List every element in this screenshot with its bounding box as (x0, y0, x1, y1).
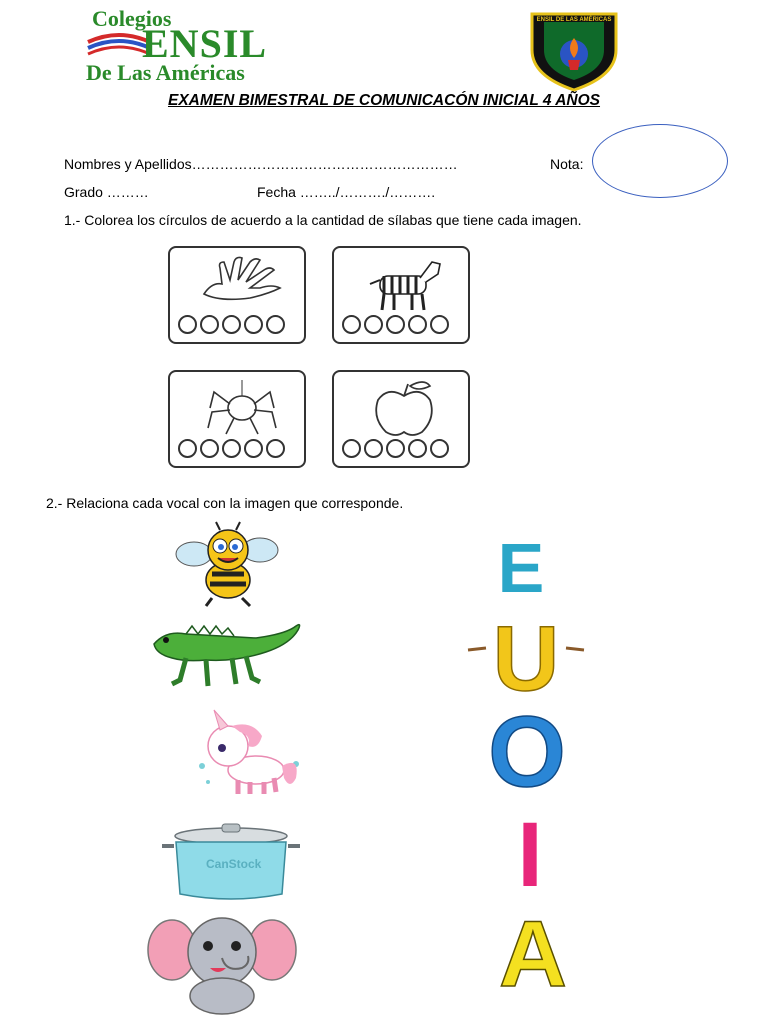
syllable-circle[interactable] (178, 439, 197, 458)
spider-icon (190, 378, 290, 438)
letter-a-icon[interactable] (490, 910, 576, 990)
grado-field-label: Grado ……… (64, 184, 149, 200)
letter-u-icon[interactable] (464, 610, 588, 694)
syllable-circle[interactable] (430, 439, 449, 458)
syllable-circle[interactable] (364, 315, 383, 334)
syllable-circles (342, 439, 449, 458)
syllable-circle[interactable] (222, 315, 241, 334)
syllable-circle[interactable] (266, 439, 285, 458)
syllable-circle[interactable] (342, 439, 361, 458)
nota-label: Nota: (550, 156, 584, 172)
hand-icon (190, 254, 290, 314)
card-zebra (332, 246, 470, 344)
logo-text-main: ENSIL (142, 21, 268, 66)
exam-title: EXAMEN BIMESTRAL DE COMUNICACÓN INICIAL 4 AÑOS (167, 92, 601, 109)
pot-icon[interactable] (156, 822, 306, 906)
syllable-circle[interactable] (222, 439, 241, 458)
syllable-cards (166, 244, 484, 480)
names-field-label: Nombres y Apellidos………………………………………………… (64, 156, 458, 172)
letter-u: U (492, 610, 560, 694)
question-2-text: 2.- Relaciona cada vocal con la imagen que corresponde. (46, 495, 404, 511)
school-logo (82, 6, 322, 86)
logo-text-top: Colegios (92, 6, 172, 31)
letter-a: A (499, 910, 567, 990)
elephant-icon[interactable] (146, 910, 298, 1016)
apple-icon (354, 378, 454, 438)
letter-i: I (517, 812, 543, 890)
letter-i-icon[interactable] (508, 812, 552, 890)
syllable-circle[interactable] (430, 315, 449, 334)
letter-e-icon[interactable] (488, 536, 554, 596)
syllable-circle[interactable] (200, 315, 219, 334)
syllable-circle[interactable] (364, 439, 383, 458)
logo-text-bottom: De Las Américas (86, 60, 245, 85)
syllable-circle[interactable] (266, 315, 285, 334)
bee-icon[interactable] (172, 520, 282, 608)
fecha-field-label: Fecha ……../………./………. (257, 184, 436, 200)
syllable-circle[interactable] (178, 315, 197, 334)
canstock-watermark: CanStock (206, 857, 262, 871)
letter-e: E (497, 536, 545, 596)
unicorn-icon[interactable] (192, 706, 308, 798)
syllable-circles (178, 439, 285, 458)
syllable-circle[interactable] (244, 315, 263, 334)
card-apple (332, 370, 470, 468)
syllable-circles (342, 315, 449, 334)
nota-oval (592, 124, 728, 198)
letter-o-icon[interactable] (484, 706, 570, 790)
syllable-circle[interactable] (386, 439, 405, 458)
zebra-icon (354, 254, 454, 314)
syllable-circle[interactable] (342, 315, 361, 334)
syllable-circles (178, 315, 285, 334)
syllable-circle[interactable] (408, 439, 427, 458)
syllable-circle[interactable] (200, 439, 219, 458)
shield-emblem-icon (524, 10, 624, 92)
syllable-circle[interactable] (244, 439, 263, 458)
question-1-text: 1.- Colorea los círculos de acuerdo a la cantidad de sílabas que tiene cada imagen. (64, 212, 582, 228)
shield-text: ENSIL DE LAS AMÉRICAS (536, 17, 612, 23)
card-spider (168, 370, 306, 468)
syllable-circle[interactable] (386, 315, 405, 334)
iguana-icon[interactable] (146, 614, 308, 696)
letter-o: O (488, 706, 566, 790)
card-hand (168, 246, 306, 344)
syllable-circle[interactable] (408, 315, 427, 334)
